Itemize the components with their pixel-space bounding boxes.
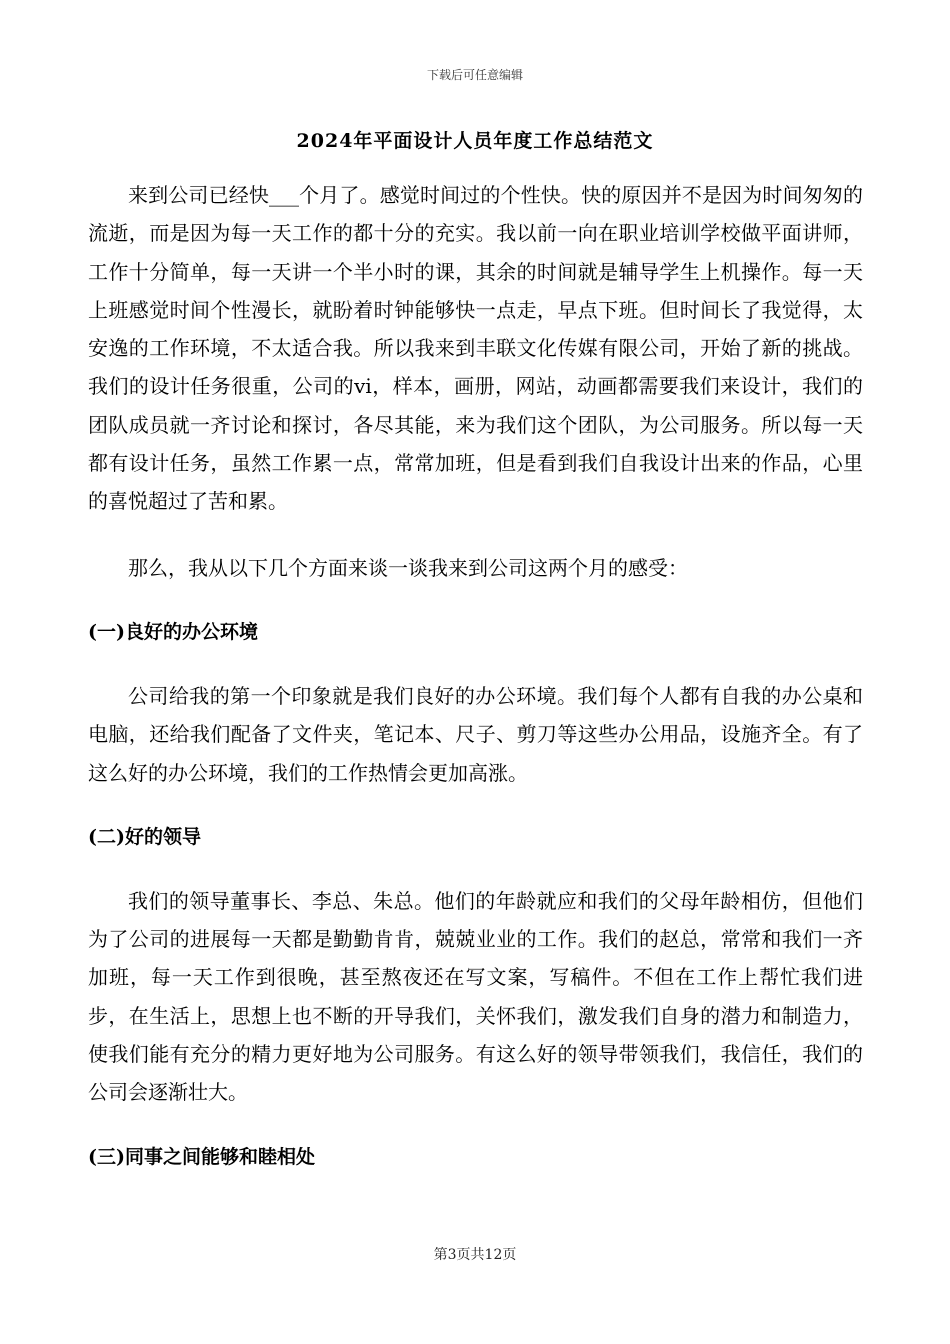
paragraph-office-environment: 公司给我的第一个印象就是我们良好的办公环境。我们每个人都有自我的办公桌和电脑，还给我们配备了文件夹，笔记本、尺子、剪刀等这些办公用品，设施齐全。有了这么好的办公环境，我们的工作热情会更加高涨。 bbox=[88, 683, 863, 785]
paragraph-overview: 那么，我从以下几个方面来谈一谈我来到公司这两个月的感受： bbox=[128, 555, 688, 580]
document-body bbox=[88, 176, 863, 1176]
paragraph-intro: 来到公司已经快___个月了。感觉时间过的个性快。快的原因并不是因为时间匆匆的流逝，而是因为每一天工作的都十分的充实。我以前一向在职业培训学校做平面讲师，工作十分简单，每一天讲一个半小时的课，其余的时间就是辅导学生上机操作。每一天上班感觉时间个性漫长，就盼着时钟能够快一点走，早点下班。但时间长了我觉得，太安逸的工作环境，不太适合我。所以我来到丰联文化传媒有限公司，开始了新的挑战。我们的设计任务很重，公司的vi，样本，画册，网站，动画都需要我们来设计，我们的团队成员就一齐讨论和探讨，各尽其能，来为我们这个团队，为公司服务。所以每一天都有设计任务，虽然工作累一点，常常加班，但是看到我们自我设计出来的作品，心里的喜悦超过了苦和累。 bbox=[88, 183, 863, 514]
page-header-note: 下载后可任意编辑 bbox=[426, 68, 523, 82]
paragraph-leadership: 我们的领导董事长、李总、朱总。他们的年龄就应和我们的父母年龄相仿，但他们为了公司的进展每一天都是勤勤肯肯，兢兢业业的工作。我们的赵总，常常和我们一齐加班，每一天工作到很晚，甚至熬夜还在写文案，写稿件。不但在工作上帮忙我们进步，在生活上，思想上也不断的开导我们，关怀我们，激发我们自身的潜力和制造力，使我们能有充分的精力更好地为公司服务。有这么好的领导带领我们，我信任，我们的公司会逐渐壮大。 bbox=[88, 888, 863, 1105]
page-number: 第3页共12页 bbox=[433, 1247, 517, 1263]
section-heading-colleagues: (三)同事之间能够和睦相处 bbox=[88, 1145, 315, 1168]
section-heading-office-environment: (一)良好的办公环境 bbox=[88, 620, 258, 643]
document-title: 2024年平面设计人员年度工作总结范文 bbox=[296, 130, 654, 152]
section-heading-leadership: (二)好的领导 bbox=[88, 825, 201, 848]
